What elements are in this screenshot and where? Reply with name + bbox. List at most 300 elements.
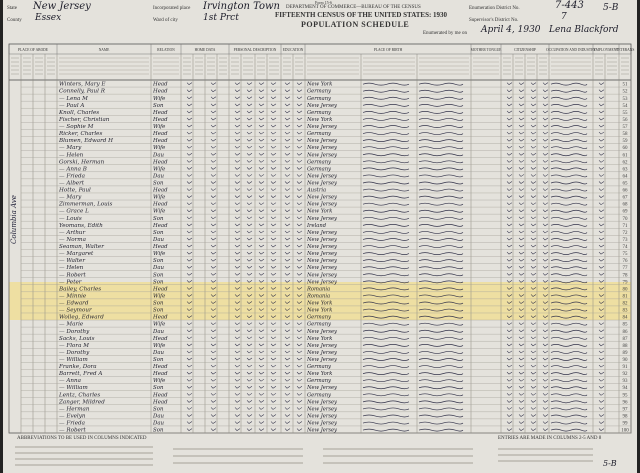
table-row — [21, 350, 631, 356]
handwriting-stroke — [419, 337, 463, 339]
relation: Head — [153, 335, 168, 342]
handwriting-stroke — [271, 196, 276, 198]
handwriting-stroke — [271, 245, 276, 247]
handwriting-stroke — [551, 316, 587, 318]
handwriting-stroke — [235, 97, 240, 99]
line-number: 84 — [622, 315, 628, 321]
handwriting-stroke — [419, 330, 463, 332]
handwriting-stroke — [419, 309, 463, 311]
handwriting-stroke — [247, 302, 252, 304]
person-name: Zimmerman, Louis — [59, 201, 113, 208]
handwriting-stroke — [507, 273, 512, 275]
birthplace: Germany — [307, 378, 331, 385]
handwriting-stroke — [247, 132, 252, 134]
birthplace: New Jersey — [307, 342, 337, 349]
handwriting-stroke — [247, 153, 252, 155]
handwriting-stroke — [271, 167, 276, 169]
handwriting-stroke — [211, 422, 216, 424]
handwriting-stroke — [285, 104, 290, 106]
handwriting-stroke — [247, 280, 252, 282]
handwriting-stroke — [271, 429, 276, 431]
handwriting-stroke — [211, 111, 216, 113]
handwriting-stroke — [363, 175, 409, 177]
handwriting-stroke — [531, 167, 536, 169]
handwriting-stroke — [507, 393, 512, 395]
population-table — [9, 44, 635, 434]
handwriting-stroke — [519, 132, 524, 134]
handwriting-stroke — [211, 203, 216, 205]
handwriting-stroke — [507, 386, 512, 388]
handwriting-stroke — [363, 118, 409, 120]
handwriting-stroke — [285, 118, 290, 120]
person-name: — Margaret — [59, 251, 94, 258]
relation: Wife — [153, 378, 166, 385]
handwriting-stroke — [247, 118, 252, 120]
handwriting-stroke — [507, 429, 512, 431]
handwriting-stroke — [363, 415, 409, 417]
person-name: — Norma — [59, 236, 86, 243]
handwriting-stroke — [531, 153, 536, 155]
handwriting-stroke — [519, 294, 524, 296]
handwriting-stroke — [531, 252, 536, 254]
handwriting-stroke — [419, 154, 463, 156]
handwriting-stroke — [519, 203, 524, 205]
handwriting-stroke — [363, 288, 409, 290]
table-row — [21, 293, 631, 299]
handwriting-stroke — [419, 351, 463, 353]
handwriting-stroke — [507, 196, 512, 198]
handwriting-stroke — [551, 111, 587, 113]
handwriting-stroke — [507, 231, 512, 233]
handwriting-stroke — [297, 422, 302, 424]
table-row — [21, 244, 631, 250]
handwriting-stroke — [599, 224, 604, 226]
handwriting-stroke — [419, 380, 463, 382]
handwriting-stroke — [551, 429, 587, 431]
handwriting-stroke — [519, 316, 524, 318]
handwriting-stroke — [259, 231, 264, 233]
handwriting-stroke — [543, 139, 548, 141]
line-number: 87 — [622, 336, 628, 342]
handwriting-stroke — [297, 132, 302, 134]
handwriting-stroke — [247, 189, 252, 191]
line-number: 74 — [622, 245, 628, 251]
handwriting-stroke — [507, 407, 512, 409]
handwriting-stroke — [543, 358, 548, 360]
handwriting-stroke — [543, 125, 548, 127]
handwriting-stroke — [247, 316, 252, 318]
handwriting-stroke — [247, 210, 252, 212]
handwriting-stroke — [297, 379, 302, 381]
birthplace: New Jersey — [307, 385, 337, 392]
handwriting-stroke — [285, 414, 290, 416]
handwriting-stroke — [551, 351, 587, 353]
handwriting-stroke — [187, 372, 192, 374]
handwriting-stroke — [519, 224, 524, 226]
person-name: — Paul A — [59, 102, 85, 109]
handwriting-stroke — [271, 309, 276, 311]
handwriting-stroke — [285, 153, 290, 155]
handwriting-stroke — [247, 104, 252, 106]
handwriting-stroke — [363, 344, 409, 346]
handwriting-stroke — [187, 224, 192, 226]
line-number: 62 — [622, 160, 628, 166]
handwriting-stroke — [519, 287, 524, 289]
handwriting-stroke — [519, 372, 524, 374]
handwriting-stroke — [271, 372, 276, 374]
handwriting-stroke — [551, 90, 587, 92]
person-name: — Louis — [59, 215, 82, 222]
handwriting-stroke — [551, 309, 587, 311]
handwriting-stroke — [259, 294, 264, 296]
table-row — [21, 89, 631, 95]
handwriting-stroke — [271, 153, 276, 155]
handwriting-stroke — [599, 125, 604, 127]
handwriting-stroke — [519, 323, 524, 325]
handwriting-stroke — [187, 231, 192, 233]
handwriting-stroke — [259, 400, 264, 402]
handwriting-stroke — [259, 302, 264, 304]
handwriting-stroke — [235, 330, 240, 332]
table-row — [21, 230, 631, 236]
person-name: — Grace L — [59, 208, 89, 215]
table-row — [21, 378, 631, 384]
handwriting-stroke — [419, 161, 463, 163]
handwriting-stroke — [235, 266, 240, 268]
handwriting-stroke — [363, 394, 409, 396]
handwriting-stroke — [599, 210, 604, 212]
relation: Wife — [153, 145, 166, 152]
handwriting-stroke — [297, 153, 302, 155]
handwriting-stroke — [297, 118, 302, 120]
birthplace: Romania — [307, 293, 331, 300]
person-name: Connelly, Paul R — [59, 88, 105, 95]
line-number: 70 — [622, 216, 628, 222]
handwriting-stroke — [187, 132, 192, 134]
handwriting-stroke — [507, 351, 512, 353]
handwriting-stroke — [211, 351, 216, 353]
handwriting-stroke — [419, 323, 463, 325]
line-number: 59 — [622, 139, 628, 145]
birthplace: Germany — [307, 88, 331, 95]
handwriting-stroke — [551, 154, 587, 156]
table-row — [21, 286, 631, 292]
handwriting-stroke — [543, 224, 548, 226]
handwriting-stroke — [271, 97, 276, 99]
birthplace: New York — [307, 307, 333, 314]
person-name: — Robert — [59, 272, 86, 279]
handwriting-stroke — [543, 429, 548, 431]
handwriting-stroke — [519, 196, 524, 198]
handwriting-stroke — [419, 118, 463, 120]
table-row — [21, 336, 631, 342]
handwriting-stroke — [419, 415, 463, 417]
handwriting-stroke — [551, 366, 587, 368]
line-number: 97 — [622, 407, 628, 413]
handwriting-stroke — [271, 125, 276, 127]
handwriting-stroke — [271, 365, 276, 367]
handwriting-stroke — [419, 408, 463, 410]
enum-district-value: 7-443 — [555, 0, 584, 11]
handwriting-stroke — [551, 182, 587, 184]
handwriting-stroke — [211, 217, 216, 219]
table-row — [21, 413, 631, 419]
handwriting-stroke — [285, 167, 290, 169]
handwriting-stroke — [599, 252, 604, 254]
handwriting-stroke — [363, 203, 409, 205]
handwriting-stroke — [259, 217, 264, 219]
handwriting-stroke — [507, 224, 512, 226]
handwriting-stroke — [271, 386, 276, 388]
handwriting-stroke — [507, 210, 512, 212]
handwriting-stroke — [259, 323, 264, 325]
handwriting-stroke — [187, 238, 192, 240]
handwriting-stroke — [519, 259, 524, 261]
handwriting-stroke — [551, 97, 587, 99]
handwriting-stroke — [297, 139, 302, 141]
relation: Son — [153, 406, 164, 413]
handwriting-stroke — [419, 238, 463, 240]
line-number: 77 — [622, 266, 628, 272]
handwriting-stroke — [211, 358, 216, 360]
handwriting-stroke — [419, 295, 463, 297]
handwriting-stroke — [297, 351, 302, 353]
handwriting-stroke — [259, 83, 264, 85]
handwriting-stroke — [531, 280, 536, 282]
handwriting-stroke — [599, 351, 604, 353]
handwriting-stroke — [599, 182, 604, 184]
table-row — [21, 251, 631, 257]
handwriting-stroke — [531, 309, 536, 311]
handwriting-stroke — [247, 287, 252, 289]
birthplace: New York — [307, 116, 333, 123]
handwriting-stroke — [297, 231, 302, 233]
handwriting-stroke — [551, 175, 587, 177]
handwriting-stroke — [507, 280, 512, 282]
handwriting-stroke — [285, 231, 290, 233]
handwriting-stroke — [259, 365, 264, 367]
person-name: — Robert — [59, 427, 86, 434]
handwriting-stroke — [363, 281, 409, 283]
handwriting-stroke — [247, 400, 252, 402]
handwriting-stroke — [551, 267, 587, 269]
handwriting-stroke — [419, 224, 463, 226]
column-group-header: HOME DATA — [194, 48, 216, 52]
handwriting-stroke — [551, 140, 587, 142]
handwriting-stroke — [285, 372, 290, 374]
birthplace: New Jersey — [307, 413, 337, 420]
handwriting-stroke — [285, 358, 290, 360]
handwriting-stroke — [285, 351, 290, 353]
table-row — [21, 329, 631, 335]
handwriting-stroke — [285, 245, 290, 247]
handwriting-stroke — [187, 252, 192, 254]
handwriting-stroke — [247, 365, 252, 367]
handwriting-stroke — [507, 337, 512, 339]
handwriting-stroke — [247, 372, 252, 374]
handwriting-stroke — [259, 167, 264, 169]
handwriting-stroke — [543, 330, 548, 332]
county-value: Essex — [35, 13, 62, 23]
schedule-title: POPULATION SCHEDULE — [301, 20, 410, 29]
birthplace: New Jersey — [307, 349, 337, 356]
handwriting-stroke — [259, 174, 264, 176]
handwriting-stroke — [259, 351, 264, 353]
handwriting-stroke — [297, 174, 302, 176]
handwriting-stroke — [297, 97, 302, 99]
line-number: 55 — [622, 110, 628, 116]
handwriting-stroke — [187, 393, 192, 395]
handwriting-stroke — [363, 330, 409, 332]
handwriting-stroke — [543, 259, 548, 261]
handwriting-stroke — [271, 422, 276, 424]
relation: Son — [153, 427, 164, 434]
handwriting-stroke — [259, 104, 264, 106]
handwriting-stroke — [285, 111, 290, 113]
department: DEPARTMENT OF COMMERCE—BUREAU OF THE CENSUS — [286, 5, 421, 10]
handwriting-stroke — [543, 118, 548, 120]
person-name: — Peter — [59, 279, 82, 286]
table-row — [21, 188, 631, 194]
handwriting-stroke — [507, 259, 512, 261]
handwriting-stroke — [507, 132, 512, 134]
enumerated-label: Enumerated by me on — [423, 31, 468, 36]
handwriting-stroke — [211, 160, 216, 162]
handwriting-stroke — [531, 344, 536, 346]
handwriting-stroke — [247, 196, 252, 198]
handwriting-stroke — [187, 414, 192, 416]
handwriting-stroke — [543, 245, 548, 247]
line-number: 61 — [622, 153, 628, 159]
handwriting-stroke — [551, 203, 587, 205]
handwriting-stroke — [271, 174, 276, 176]
handwriting-stroke — [259, 146, 264, 148]
handwriting-stroke — [419, 104, 463, 106]
handwriting-stroke — [211, 252, 216, 254]
handwriting-stroke — [187, 266, 192, 268]
handwriting-stroke — [363, 140, 409, 142]
handwriting-stroke — [551, 387, 587, 389]
relation: Son — [153, 229, 164, 236]
handwriting-stroke — [599, 316, 604, 318]
person-name: Gorski, Herman — [59, 159, 105, 166]
birthplace: Germany — [307, 314, 331, 321]
birthplace: New Jersey — [307, 427, 337, 434]
line-number: 53 — [622, 96, 628, 102]
table-row — [21, 343, 631, 349]
person-name: Yeomans, Edith — [59, 222, 103, 229]
handwriting-stroke — [551, 359, 587, 361]
birthplace: New Jersey — [307, 244, 337, 251]
handwriting-stroke — [247, 259, 252, 261]
handwriting-stroke — [551, 83, 587, 85]
handwriting-stroke — [551, 274, 587, 276]
handwriting-stroke — [297, 196, 302, 198]
relation: Son — [153, 385, 164, 392]
line-number: 73 — [622, 237, 628, 243]
person-name: — Anna — [59, 378, 81, 385]
handwriting-stroke — [271, 302, 276, 304]
handwriting-stroke — [419, 196, 463, 198]
handwriting-stroke — [211, 83, 216, 85]
person-name: — Helen — [59, 152, 84, 159]
handwriting-stroke — [187, 323, 192, 325]
handwriting-stroke — [235, 111, 240, 113]
handwriting-stroke — [599, 414, 604, 416]
relation: Head — [153, 109, 168, 116]
handwriting-stroke — [259, 393, 264, 395]
handwriting-stroke — [599, 323, 604, 325]
handwriting-stroke — [271, 111, 276, 113]
handwriting-stroke — [211, 104, 216, 106]
handwriting-stroke — [519, 139, 524, 141]
handwriting-stroke — [297, 238, 302, 240]
handwriting-stroke — [531, 365, 536, 367]
handwriting-stroke — [297, 266, 302, 268]
handwriting-stroke — [507, 365, 512, 367]
relation: Son — [153, 357, 164, 363]
handwriting-stroke — [531, 97, 536, 99]
handwriting-stroke — [187, 118, 192, 120]
abbreviations-title: ABBREVIATIONS TO BE USED IN COLUMNS INDICATED — [17, 436, 147, 441]
handwriting-stroke — [599, 160, 604, 162]
handwriting-stroke — [519, 337, 524, 339]
handwriting-stroke — [363, 90, 409, 92]
handwriting-stroke — [211, 386, 216, 388]
handwriting-stroke — [363, 104, 409, 106]
handwriting-stroke — [531, 400, 536, 402]
table-row — [21, 265, 631, 271]
handwriting-stroke — [519, 245, 524, 247]
handwriting-stroke — [507, 217, 512, 219]
handwriting-stroke — [507, 174, 512, 176]
handwriting-stroke — [247, 167, 252, 169]
handwriting-stroke — [235, 344, 240, 346]
handwriting-stroke — [531, 351, 536, 353]
handwriting-stroke — [211, 118, 216, 120]
handwriting-stroke — [543, 167, 548, 169]
handwriting-stroke — [271, 210, 276, 212]
person-name: Lentz, Charles — [59, 392, 101, 399]
handwriting-stroke — [599, 393, 604, 395]
column-group-header: RELATION — [157, 48, 175, 52]
person-name: — Anna B — [59, 166, 87, 173]
handwriting-stroke — [551, 288, 587, 290]
handwriting-stroke — [551, 253, 587, 255]
handwriting-stroke — [419, 387, 463, 389]
handwriting-stroke — [297, 111, 302, 113]
handwriting-stroke — [519, 231, 524, 233]
handwriting-stroke — [419, 189, 463, 191]
handwriting-stroke — [235, 153, 240, 155]
handwriting-stroke — [187, 407, 192, 409]
handwriting-stroke — [507, 203, 512, 205]
handwriting-stroke — [285, 224, 290, 226]
handwriting-stroke — [507, 309, 512, 311]
handwriting-stroke — [235, 379, 240, 381]
person-name: Franke, Dora — [59, 364, 97, 371]
handwriting-stroke — [259, 407, 264, 409]
handwriting-stroke — [507, 90, 512, 92]
handwriting-stroke — [285, 422, 290, 424]
handwriting-stroke — [599, 429, 604, 431]
handwriting-stroke — [285, 90, 290, 92]
handwriting-stroke — [187, 422, 192, 424]
column-header-print — [11, 58, 629, 74]
handwriting-stroke — [599, 90, 604, 92]
handwriting-stroke — [285, 429, 290, 431]
handwriting-stroke — [297, 252, 302, 254]
